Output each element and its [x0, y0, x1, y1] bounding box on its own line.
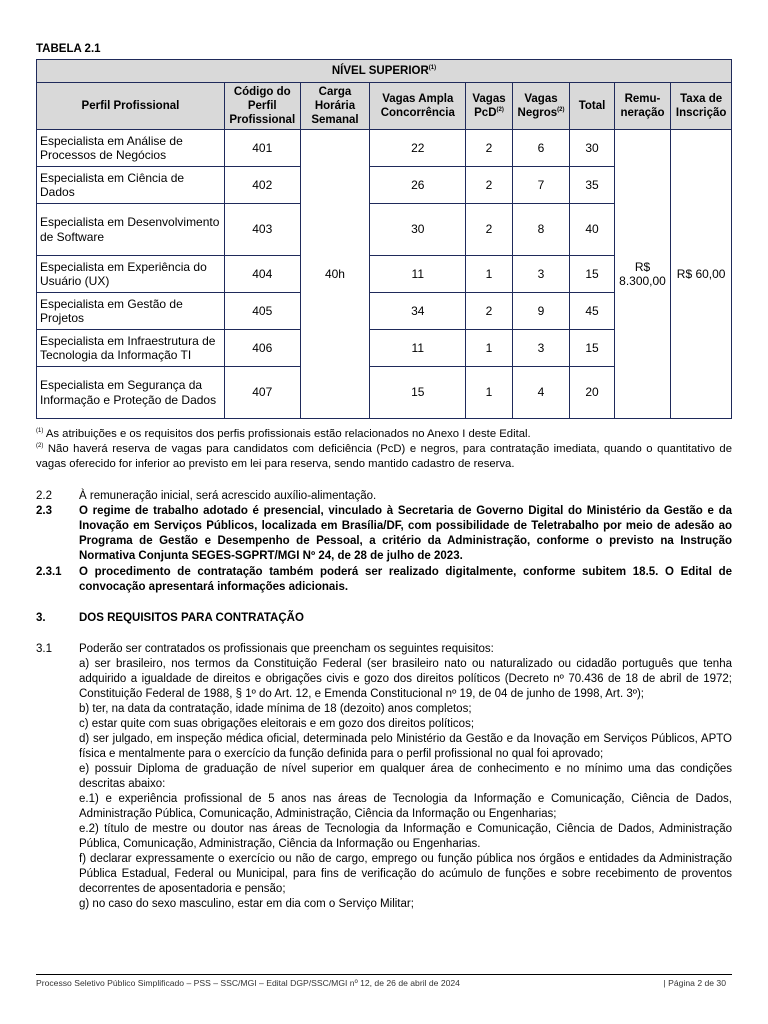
section-2-3 [36, 504, 732, 564]
nivel-row [37, 60, 732, 83]
table-row [37, 130, 732, 167]
cell-total: 20 [570, 367, 614, 419]
col-codigo: Código do Perfil Profissional [224, 83, 300, 130]
col-negros: Vagas Negros$^{(2)}$ [512, 83, 570, 130]
cell-total: 15 [570, 330, 614, 367]
cell-negros: 9 [512, 293, 570, 330]
section-2-2 [36, 489, 732, 504]
cell-perfil: Especialista em Análise de Processos de Negócios [37, 130, 225, 167]
cell-perfil: Especialista em Experiência do Usuário (UX) [37, 256, 225, 293]
col-taxa: Taxa de Inscrição [671, 83, 732, 130]
col-remuneracao: Remu-neração [614, 83, 671, 130]
cell-codigo: 407 [224, 367, 300, 419]
cell-pcd: 2 [466, 167, 512, 204]
cell-pcd: 2 [466, 130, 512, 167]
cell-ampla: 26 [370, 167, 466, 204]
col-total: Total [570, 83, 614, 130]
cell-negros: 8 [512, 204, 570, 256]
footer-divider [36, 974, 732, 975]
list-item: c) estar quite com suas obrigações eleitorais e em gozo dos direitos políticos; [79, 718, 475, 730]
cell-codigo: 405 [224, 293, 300, 330]
list-item: e.2) título de mestre ou doutor nas áreas de Tecnologia da Informação e Comunicação, Ciência de Dados, Administração Pública, Comunicação, Administração, Ciência da Informação ou Engenharias. [79, 823, 732, 850]
requirements-list [79, 657, 732, 912]
col-carga: Carga Horária Semanal [300, 83, 370, 130]
table-caption: TABELA 2.1 [36, 43, 101, 55]
cell-negros: 4 [512, 367, 570, 419]
section-text: À remuneração inicial, será acrescido auxílio-alimentação. [79, 490, 377, 502]
section-number: 3. [36, 612, 46, 624]
cell-pcd: 1 [466, 256, 512, 293]
section-number: 2.3.1 [36, 566, 62, 578]
section-text: O procedimento de contratação também poderá ser realizado digitalmente, conforme subitem 18.5. O Edital de convocação apresentará informações adicionais. [79, 566, 732, 593]
section-text [79, 642, 732, 912]
list-item: e.1) e experiência profissional de 5 anos nas áreas de Tecnologia da Informação e Comunicação, Ciência de Dados, Administração Pública, Comunicação, Administração, Ciência da Informação ou Engenharias; [79, 793, 732, 820]
cell-codigo: 403 [224, 204, 300, 256]
cell-perfil: Especialista em Ciência de Dados [37, 167, 225, 204]
list-item: a) ser brasileiro, nos termos da Constituição Federal (ser brasileiro nato ou naturalizado ou cidadão português que tenha adquirido a igualdade de direitos e obrigações civis e gozo dos direitos políticos (Decreto nº 70.436 de 18 de abril de 1972; Constituição Federal de 1988, § 1º do Art. 12, e Emenda Constitucional nº 19, de 04 de junho de 1998, Art. 3º); [79, 658, 732, 700]
cell-total: 40 [570, 204, 614, 256]
cell-total: 30 [570, 130, 614, 167]
table-notes [36, 427, 732, 471]
cell-perfil: Especialista em Segurança da Informação e Proteção de Dados [37, 367, 225, 419]
page-number: | Página 2 de 30 [663, 978, 726, 988]
note-1: $^{(1)}$ As atribuições e os requisitos dos perfis profissionais estão relacionados no Anexo I deste Edital. [36, 428, 531, 440]
list-item: d) ser julgado, em inspeção médica oficial, determinada pelo Ministério da Gestão e da Inovação em Serviços Públicos, APTO física e mentalmente para o exercício da função definida para o perfil profissional no qual foi aprovado; [79, 733, 732, 760]
cell-ampla: 30 [370, 204, 466, 256]
vagas-table [36, 59, 732, 419]
cell-total: 45 [570, 293, 614, 330]
cell-ampla: 11 [370, 256, 466, 293]
cell-remuneracao: R$ 8.300,00 [614, 130, 671, 419]
cell-ampla: 34 [370, 293, 466, 330]
cell-ampla: 15 [370, 367, 466, 419]
section-title: DOS REQUISITOS PARA CONTRATAÇÃO [79, 612, 304, 624]
footer-text: Processo Seletivo Público Simplificado – PSS – SSC/MGI – Edital DGP/SSC/MGI nº 12, de 26 de abril de 2024 [36, 978, 460, 988]
cell-perfil: Especialista em Infraestrutura de Tecnologia da Informação TI [37, 330, 225, 367]
col-ampla: Vagas Ampla Concorrência [370, 83, 466, 130]
cell-total: 15 [570, 256, 614, 293]
cell-carga: 40h [300, 130, 370, 419]
cell-ampla: 11 [370, 330, 466, 367]
section-2-3-1 [36, 565, 732, 595]
note-2: $^{(2)}$ Não haverá reserva de vagas para candidatos com deficiência (PcD) e negros, para contratação imediata, quando o quantitativo de vagas oferecido for inferior ao previsto em lei para reserva, sendo mantido cadastro de reserva. [36, 442, 732, 470]
cell-pcd: 1 [466, 367, 512, 419]
header-row [37, 83, 732, 130]
cell-pcd: 2 [466, 204, 512, 256]
list-item: f) declarar expressamente o exercício ou não de cargo, emprego ou função pública nos órgãos e entidades da Administração Pública Estadual, Federal ou Municipal, para fins de verificação do acúmulo de funções e sobre recebimento de proventos decorrentes de aposentadoria e pensão; [79, 853, 732, 895]
cell-codigo: 401 [224, 130, 300, 167]
section-number: 3.1 [36, 643, 52, 655]
cell-negros: 7 [512, 167, 570, 204]
section-number: 2.2 [36, 490, 52, 502]
section-3-1 [36, 642, 732, 912]
list-item: e) possuir Diploma de graduação de nível superior em qualquer área de conhecimento e no mínimo uma das condições descritas abaixo: [79, 763, 732, 790]
cell-ampla: 22 [370, 130, 466, 167]
cell-perfil: Especialista em Desenvolvimento de Software [37, 204, 225, 256]
cell-negros: 3 [512, 330, 570, 367]
cell-total: 35 [570, 167, 614, 204]
cell-taxa: R$ 60,00 [671, 130, 732, 419]
cell-codigo: 406 [224, 330, 300, 367]
section-number: 2.3 [36, 505, 52, 517]
section-3-heading [36, 611, 732, 626]
cell-codigo: 404 [224, 256, 300, 293]
section-intro: Poderão ser contratados os profissionais que preencham os seguintes requisitos: [79, 643, 494, 655]
cell-pcd: 1 [466, 330, 512, 367]
cell-negros: 6 [512, 130, 570, 167]
cell-perfil: Especialista em Gestão de Projetos [37, 293, 225, 330]
section-text: O regime de trabalho adotado é presencial, vinculado à Secretaria de Governo Digital do Ministério da Gestão e da Inovação em Serviços Públicos, localizada em Brasília/DF, com possibilidade de Teletrabalho por meio de adesão ao Programa de Gestão e Desempenho de Pessoal, a critério da Administração, conforme o previsto na Instrução Normativa Conjunta SEGES-SGPRT/MGI Nº 24, de 28 de julho de 2023. [79, 505, 732, 562]
list-item: g) no caso do sexo masculino, estar em dia com o Serviço Militar; [79, 898, 414, 910]
cell-pcd: 2 [466, 293, 512, 330]
col-pcd: Vagas PcD$^{(2)}$ [466, 83, 512, 130]
list-item: b) ter, na data da contratação, idade mínima de 18 (dezoito) anos completos; [79, 703, 472, 715]
cell-codigo: 402 [224, 167, 300, 204]
cell-negros: 3 [512, 256, 570, 293]
nivel-header: NÍVEL SUPERIOR$^{(1)}$ [37, 60, 732, 83]
col-perfil: Perfil Profissional [37, 83, 225, 130]
page-footer [36, 978, 732, 988]
